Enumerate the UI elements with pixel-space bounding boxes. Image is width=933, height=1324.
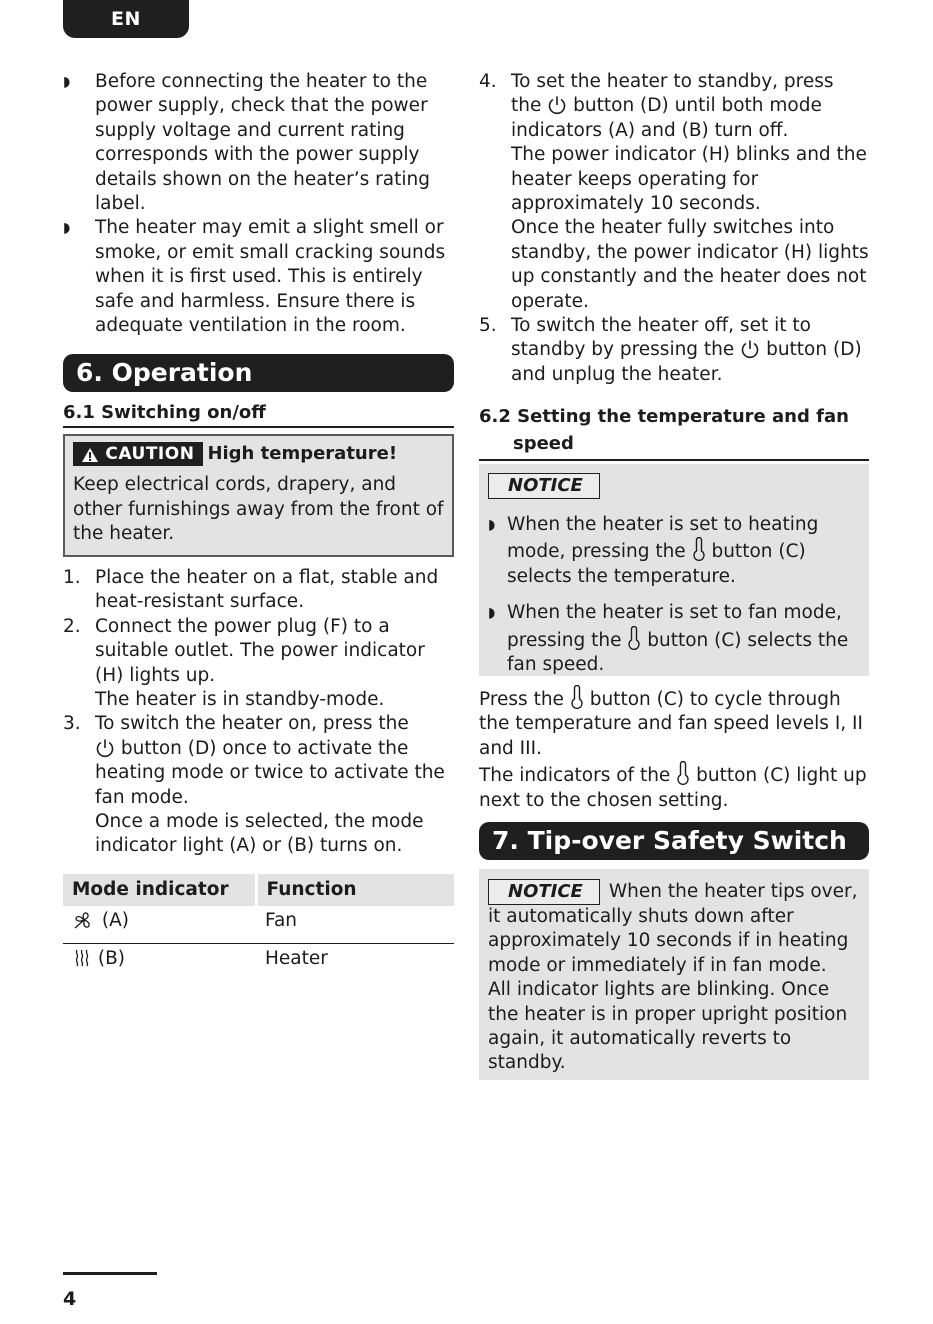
paragraph: Press the button (C) to cycle through the temperature and fan speed levels I, II and III. <box>479 685 869 761</box>
table-header: Function <box>256 874 454 906</box>
thermometer-icon <box>676 761 690 785</box>
thermometer-icon <box>692 537 706 561</box>
subsection-title-switching: 6.1 Switching on/off <box>63 399 454 428</box>
list-item: 2. Connect the power plug (F) to a suitable outlet. The power indicator (H) lights up. The heater is in standby-mode. <box>63 615 425 711</box>
bullet-icon: ◗ <box>63 74 71 90</box>
notice-box-temperature <box>479 464 869 676</box>
caution-title: High temperature! <box>207 443 398 464</box>
list-item: 3. To switch the heater on, press the button (D) once to activate the heating mode or twice to activate the fan mode. Once a mode is selected, the mode indicator light (A) or (B) turns on. <box>63 713 445 857</box>
bullet-icon: ◗ <box>488 605 496 622</box>
table-header: Mode indicator <box>63 874 256 906</box>
list-item: 1. Place the heater on a flat, stable and heat-resistant surface. <box>63 567 439 613</box>
mode-indicator-table <box>63 874 454 980</box>
language-tab: EN <box>63 0 189 38</box>
bullet-icon: ◗ <box>488 517 496 533</box>
warning-triangle-icon <box>81 447 99 463</box>
subsection-title-temperature: 6.2 Setting the temperature and fan speed <box>479 403 869 461</box>
list-item: ◗ The heater may emit a slight smell or smoke, or emit small cracking sounds when it is first used. This is entirely safe and harmless. Ensure there is adequate ventilation in the room. <box>63 217 446 337</box>
fan-icon <box>72 910 96 930</box>
list-item: 4. To set the heater to standby, press the button (D) until both mode indicators (A) and (B) turn off. The power indicator (H) blinks and the heater keeps operating for approximately 10 seconds. Once the heater fully switches into standby, the power indicator (H) lights up constantly and the heater does not operate. <box>479 71 869 312</box>
caution-box <box>63 434 454 557</box>
right-column <box>479 70 869 387</box>
paragraph: The indicators of the button (C) light up next to the chosen setting. <box>479 761 869 813</box>
heat-waves-icon <box>72 948 92 968</box>
table-row: (A) Fan <box>63 906 454 943</box>
footer-rule <box>63 1272 157 1275</box>
list-item: ◗ Before connecting the heater to the power supply, check that the power supply voltage and current rating corresponds with the power supply details shown on the heater’s rating label. <box>63 71 430 215</box>
operation-steps <box>63 566 454 859</box>
thermometer-icon <box>570 685 584 709</box>
bullet-icon: ◗ <box>63 220 71 237</box>
list-item: ◗ When the heater is set to heating mode, pressing the button (C) selects the temperature. <box>488 514 819 587</box>
caution-text: Keep electrical cords, drapery, and other furnishings away from the front of the heater. <box>73 474 444 545</box>
left-column <box>63 70 454 338</box>
thermometer-icon <box>627 626 641 650</box>
page-number: 4 <box>63 1288 77 1310</box>
list-item: 5. To switch the heater off, set it to standby by pressing the button (D) and unplug the heater. <box>479 315 862 385</box>
caution-badge: CAUTION <box>73 442 203 466</box>
temperature-paragraphs <box>479 685 869 813</box>
notice-badge: NOTICE <box>488 879 600 905</box>
safety-bullets <box>63 70 454 338</box>
power-icon <box>740 339 760 359</box>
notice-badge: NOTICE <box>488 473 600 499</box>
section-title-operation: 6. Operation <box>63 354 454 392</box>
notice-box-tip-over: NOTICE When the heater tips over, it automatically shuts down after approximately 10 seconds if in heating mode or immediately if in fan mode. All indicator lights are blinking. Once the heater is in proper upright position again, it automatically reverts to standby. <box>479 869 869 1080</box>
section-title-tip-over: 7. Tip-over Safety Switch <box>479 822 869 860</box>
power-icon <box>547 95 567 115</box>
power-icon <box>95 738 115 758</box>
table-row: (B) Heater <box>63 943 454 980</box>
list-item: ◗ When the heater is set to fan mode, pressing the button (C) selects the fan speed. <box>488 602 849 676</box>
